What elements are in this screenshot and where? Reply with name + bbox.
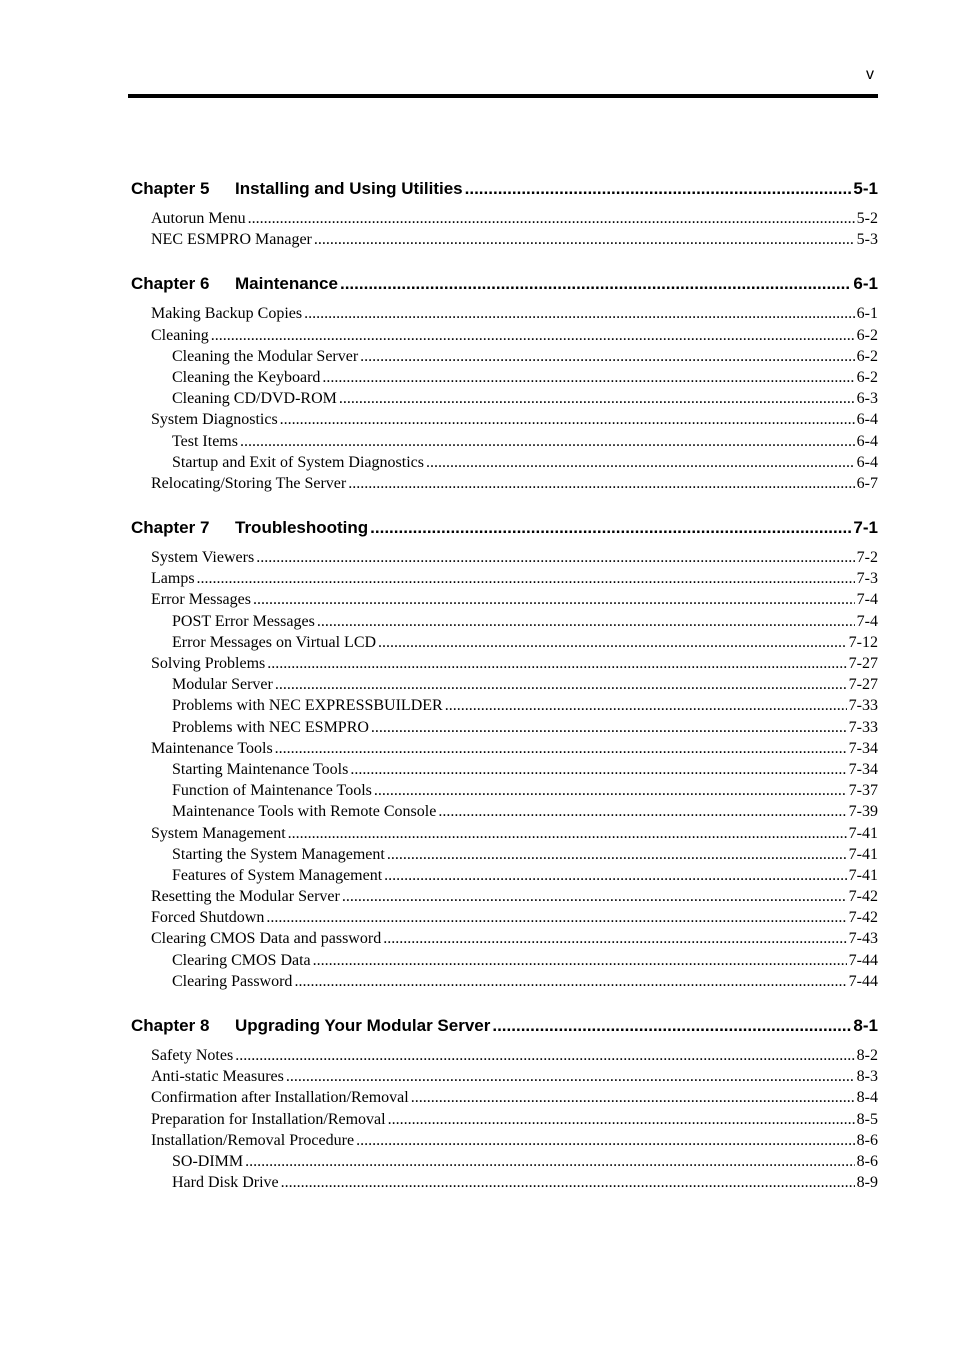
entry-title: Error Messages bbox=[151, 591, 251, 609]
dot-leader bbox=[245, 1151, 855, 1172]
entry-title: Clearing CMOS Data and password bbox=[151, 930, 382, 948]
entry-page-number: 7-41 bbox=[848, 866, 878, 884]
dot-leader bbox=[411, 1087, 855, 1108]
entry-page-number: 6-2 bbox=[856, 368, 878, 386]
chapter-label bbox=[131, 176, 463, 202]
entry-page-number: 8-6 bbox=[856, 1152, 878, 1170]
chapter-number: Chapter 6 bbox=[131, 274, 210, 294]
entry-page-number: 8-6 bbox=[856, 1131, 878, 1149]
entry-title: Confirmation after Installation/Removal bbox=[151, 1089, 409, 1107]
toc-subsection-entry[interactable] bbox=[131, 674, 878, 695]
dot-leader bbox=[445, 695, 847, 716]
entry-page-number: 5-2 bbox=[856, 210, 878, 227]
dot-leader bbox=[266, 907, 846, 928]
toc-section-entry[interactable] bbox=[131, 1066, 878, 1087]
entry-title: Cleaning the Modular Server bbox=[172, 347, 359, 365]
toc-section-entry[interactable] bbox=[131, 473, 878, 494]
toc-section-entry[interactable] bbox=[131, 547, 878, 568]
entry-page-number: 7-27 bbox=[848, 655, 878, 672]
dot-leader bbox=[388, 1109, 855, 1130]
entry-title: Safety Notes bbox=[151, 1047, 234, 1064]
toc-subsection-entry[interactable] bbox=[131, 717, 878, 738]
entry-title: Preparation for Installation/Removal bbox=[151, 1110, 386, 1128]
dot-leader bbox=[294, 971, 846, 992]
dot-leader bbox=[211, 325, 855, 346]
dot-leader bbox=[438, 801, 846, 822]
toc-section-entry[interactable] bbox=[131, 1087, 878, 1108]
dot-leader bbox=[313, 950, 847, 971]
entry-page-number: 6-2 bbox=[856, 347, 878, 365]
chapter-title: Maintenance bbox=[235, 274, 338, 294]
dot-leader bbox=[387, 844, 847, 865]
entry-title: Features of System Management bbox=[172, 866, 383, 884]
entry-title: Problems with NEC ESMPRO bbox=[172, 718, 369, 736]
dot-leader bbox=[356, 1130, 855, 1151]
toc-section-entry[interactable] bbox=[131, 653, 878, 674]
chapter-page-number: 5-1 bbox=[853, 179, 878, 198]
chapter-number: Chapter 7 bbox=[131, 518, 210, 538]
dot-leader bbox=[384, 865, 847, 886]
header-rule bbox=[128, 94, 878, 98]
entry-title: SO-DIMM bbox=[172, 1152, 244, 1170]
entry-title: POST Error Messages bbox=[172, 612, 315, 630]
entry-page-number: 7-33 bbox=[848, 697, 878, 715]
entry-title: Installation/Removal Procedure bbox=[151, 1131, 355, 1149]
entry-title: Cleaning the Keyboard bbox=[172, 368, 321, 386]
toc-subsection-entry[interactable] bbox=[131, 1172, 878, 1193]
toc-subsection-entry[interactable] bbox=[131, 611, 878, 632]
toc-subsection-entry[interactable] bbox=[131, 346, 878, 367]
toc-section-entry[interactable] bbox=[131, 303, 878, 324]
toc-subsection-entry[interactable] bbox=[131, 388, 878, 409]
dot-leader bbox=[288, 823, 847, 844]
entry-page-number: 6-3 bbox=[856, 390, 878, 408]
dot-leader bbox=[304, 303, 855, 324]
entry-page-number: 7-41 bbox=[848, 824, 878, 842]
toc-section-entry[interactable] bbox=[131, 208, 878, 229]
chapter-number: Chapter 5 bbox=[131, 179, 210, 198]
entry-title: System Diagnostics bbox=[151, 411, 278, 429]
table-of-contents bbox=[131, 176, 878, 1193]
entry-page-number: 7-2 bbox=[856, 549, 878, 567]
entry-title: Startup and Exit of System Diagnostics bbox=[172, 453, 424, 471]
dot-leader bbox=[314, 229, 855, 250]
dot-leader bbox=[197, 568, 855, 589]
entry-title: Relocating/Storing The Server bbox=[151, 474, 347, 492]
dot-leader bbox=[322, 367, 854, 388]
entry-page-number: 7-41 bbox=[848, 845, 878, 863]
entry-title: NEC ESMPRO Manager bbox=[151, 231, 312, 249]
toc-section-entry[interactable] bbox=[131, 928, 878, 949]
entry-title: Maintenance Tools with Remote Console bbox=[172, 803, 437, 821]
entry-title: Clearing Password bbox=[172, 972, 293, 990]
dot-leader bbox=[235, 1045, 854, 1066]
toc-subsection-entry[interactable] bbox=[131, 452, 878, 473]
entry-page-number: 7-42 bbox=[848, 909, 878, 927]
toc-section-entry[interactable] bbox=[131, 1130, 878, 1151]
dot-leader bbox=[240, 431, 855, 452]
dot-leader bbox=[426, 452, 855, 473]
entry-page-number: 8-2 bbox=[856, 1047, 878, 1064]
page-number: v bbox=[866, 66, 874, 83]
toc-subsection-entry[interactable] bbox=[131, 844, 878, 865]
chapter-label bbox=[131, 1013, 490, 1039]
toc-subsection-entry[interactable] bbox=[131, 759, 878, 780]
toc-section-entry[interactable] bbox=[131, 886, 878, 907]
toc-subsection-entry[interactable] bbox=[131, 1151, 878, 1172]
dot-leader bbox=[281, 1172, 855, 1193]
dot-leader bbox=[339, 388, 855, 409]
entry-page-number: 7-39 bbox=[848, 803, 878, 821]
entry-page-number: 6-2 bbox=[856, 326, 878, 344]
dot-leader bbox=[286, 1066, 855, 1087]
dot-leader bbox=[275, 738, 847, 759]
entry-page-number: 6-4 bbox=[856, 432, 878, 450]
entry-page-number: 7-42 bbox=[848, 888, 878, 906]
chapter-page-number: 8-1 bbox=[853, 1016, 878, 1035]
toc-section-entry[interactable] bbox=[131, 589, 878, 610]
entry-title: Test Items bbox=[172, 432, 238, 450]
chapter-title: Upgrading Your Modular Server bbox=[235, 1016, 491, 1035]
dot-leader bbox=[253, 589, 855, 610]
dot-leader bbox=[275, 674, 847, 695]
toc-section-entry[interactable] bbox=[131, 229, 878, 250]
entry-title: Making Backup Copies bbox=[151, 305, 303, 323]
entry-title: System Viewers bbox=[151, 549, 255, 567]
entry-page-number: 7-44 bbox=[848, 972, 878, 990]
dot-leader bbox=[383, 928, 846, 949]
chapter-label bbox=[131, 515, 368, 541]
chapter-label bbox=[131, 271, 338, 297]
entry-title: Cleaning CD/DVD-ROM bbox=[172, 390, 337, 408]
toc-subsection-entry[interactable] bbox=[131, 367, 878, 388]
entry-page-number: 6-1 bbox=[856, 305, 878, 323]
chapter-heading[interactable] bbox=[131, 515, 878, 541]
entry-page-number: 6-4 bbox=[856, 411, 878, 429]
toc-subsection-entry[interactable] bbox=[131, 632, 878, 653]
dot-leader bbox=[256, 547, 854, 568]
toc-subsection-entry[interactable] bbox=[131, 865, 878, 886]
toc-section-entry[interactable] bbox=[131, 907, 878, 928]
entry-title: Starting the System Management bbox=[172, 845, 385, 863]
toc-section-entry[interactable] bbox=[131, 325, 878, 346]
entry-title: Function of Maintenance Tools bbox=[172, 782, 372, 800]
dot-leader bbox=[340, 271, 851, 297]
entry-title: System Management bbox=[151, 824, 286, 842]
chapter-title: Installing and Using Utilities bbox=[235, 179, 463, 198]
dot-leader bbox=[350, 759, 846, 780]
chapter-page-number: 6-1 bbox=[853, 274, 878, 294]
dot-leader bbox=[360, 346, 855, 367]
chapter-heading[interactable] bbox=[131, 1013, 878, 1039]
entry-title: Forced Shutdown bbox=[151, 909, 265, 927]
entry-page-number: 7-12 bbox=[848, 633, 878, 651]
entry-title: Clearing CMOS Data bbox=[172, 951, 311, 969]
toc-section-entry[interactable] bbox=[131, 1109, 878, 1130]
entry-title: Maintenance Tools bbox=[151, 739, 273, 757]
dot-leader bbox=[371, 717, 847, 738]
dot-leader bbox=[317, 611, 855, 632]
entry-title: Lamps bbox=[151, 570, 195, 588]
toc-section-entry[interactable] bbox=[131, 823, 878, 844]
chapter-heading[interactable] bbox=[131, 271, 878, 297]
dot-leader bbox=[374, 780, 847, 801]
entry-title: Resetting the Modular Server bbox=[151, 888, 340, 906]
entry-page-number: 6-7 bbox=[856, 474, 878, 492]
entry-page-number: 7-37 bbox=[848, 782, 878, 800]
dot-leader bbox=[248, 208, 855, 229]
toc-section-entry[interactable] bbox=[131, 409, 878, 430]
entry-page-number: 7-4 bbox=[856, 612, 878, 630]
toc-section-entry[interactable] bbox=[131, 738, 878, 759]
entry-page-number: 7-43 bbox=[848, 930, 878, 948]
toc-subsection-entry[interactable] bbox=[131, 780, 878, 801]
entry-title: Hard Disk Drive bbox=[172, 1174, 279, 1192]
toc-subsection-entry[interactable] bbox=[131, 431, 878, 452]
entry-title: Error Messages on Virtual LCD bbox=[172, 633, 377, 651]
dot-leader bbox=[492, 1013, 851, 1039]
entry-title: Problems with NEC EXPRESSBUILDER bbox=[172, 697, 443, 715]
entry-page-number: 6-4 bbox=[856, 453, 878, 471]
entry-title: Cleaning bbox=[151, 326, 209, 344]
entry-page-number: 7-27 bbox=[848, 676, 878, 694]
dot-leader bbox=[465, 176, 852, 202]
entry-title: Starting Maintenance Tools bbox=[172, 760, 349, 778]
dot-leader bbox=[370, 515, 851, 541]
dot-leader bbox=[280, 409, 855, 430]
chapter-page-number: 7-1 bbox=[853, 518, 878, 538]
toc-subsection-entry[interactable] bbox=[131, 950, 878, 971]
chapter-title: Troubleshooting bbox=[235, 518, 369, 538]
toc-subsection-entry[interactable] bbox=[131, 695, 878, 716]
entry-title: Anti-static Measures bbox=[151, 1068, 284, 1086]
chapter-heading[interactable] bbox=[131, 176, 878, 202]
entry-page-number: 8-4 bbox=[856, 1089, 878, 1107]
entry-page-number: 5-3 bbox=[856, 231, 878, 249]
dot-leader bbox=[267, 653, 846, 674]
entry-page-number: 8-3 bbox=[856, 1068, 878, 1086]
toc-section-entry[interactable] bbox=[131, 568, 878, 589]
dot-leader bbox=[378, 632, 847, 653]
entry-title: Autorun Menu bbox=[151, 210, 246, 227]
toc-subsection-entry[interactable] bbox=[131, 801, 878, 822]
entry-page-number: 8-5 bbox=[856, 1110, 878, 1128]
entry-title: Solving Problems bbox=[151, 655, 266, 672]
entry-page-number: 7-4 bbox=[856, 591, 878, 609]
toc-section-entry[interactable] bbox=[131, 1045, 878, 1066]
entry-page-number: 7-34 bbox=[848, 760, 878, 778]
chapter-number: Chapter 8 bbox=[131, 1016, 210, 1035]
dot-leader bbox=[342, 886, 847, 907]
entry-page-number: 7-33 bbox=[848, 718, 878, 736]
entry-page-number: 7-3 bbox=[856, 570, 878, 588]
dot-leader bbox=[348, 473, 854, 494]
entry-title: Modular Server bbox=[172, 676, 273, 694]
entry-page-number: 8-9 bbox=[856, 1174, 878, 1192]
entry-page-number: 7-34 bbox=[848, 739, 878, 757]
toc-subsection-entry[interactable] bbox=[131, 971, 878, 992]
entry-page-number: 7-44 bbox=[848, 951, 878, 969]
